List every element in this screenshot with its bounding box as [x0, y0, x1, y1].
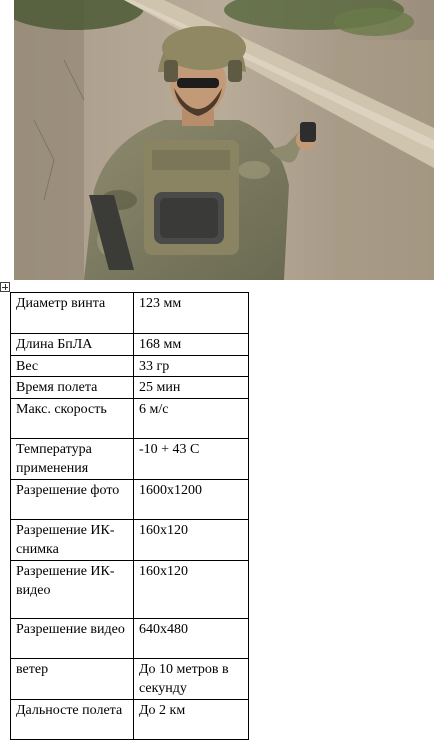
row-value: 168 мм [134, 334, 249, 356]
table-row [11, 438, 249, 479]
table-row [11, 398, 249, 438]
row-label: Дальносте полета [11, 699, 134, 739]
row-value: 25 мин [134, 377, 249, 399]
row-label: Вес [11, 355, 134, 377]
row-label: Разрешение ИК-снимка [11, 519, 134, 560]
row-label: Разрешение ИК-видео [11, 560, 134, 618]
table-row [11, 699, 249, 739]
row-value: До 10 метров в секунду [134, 658, 249, 699]
table-row [11, 334, 249, 356]
row-value: 160х120 [134, 560, 249, 618]
row-label: Макс. скорость [11, 398, 134, 438]
row-value: 640х480 [134, 618, 249, 658]
table-row [11, 479, 249, 519]
row-label: ветер [11, 658, 134, 699]
row-label: Разрешение фото [11, 479, 134, 519]
table-row [11, 519, 249, 560]
row-value: 123 мм [134, 293, 249, 334]
row-value: 1600х1200 [134, 479, 249, 519]
row-label: Время полета [11, 377, 134, 399]
row-label: Разрешение видео [11, 618, 134, 658]
row-value: 160х120 [134, 519, 249, 560]
table-row [11, 560, 249, 618]
table-row [11, 658, 249, 699]
row-value: 33 гр [134, 355, 249, 377]
table-row [11, 618, 249, 658]
table-row [11, 377, 249, 399]
row-value: -10 + 43 С [134, 438, 249, 479]
row-value: 6 м/с [134, 398, 249, 438]
table-move-handle-icon[interactable] [0, 282, 10, 292]
row-label: Температура применения [11, 438, 134, 479]
table-row [11, 355, 249, 377]
row-value: До 2 км [134, 699, 249, 739]
specifications-table [10, 292, 249, 740]
table-row [11, 293, 249, 334]
row-label: Диаметр винта [11, 293, 134, 334]
soldier-photo [14, 0, 434, 280]
row-label: Длина БпЛА [11, 334, 134, 356]
